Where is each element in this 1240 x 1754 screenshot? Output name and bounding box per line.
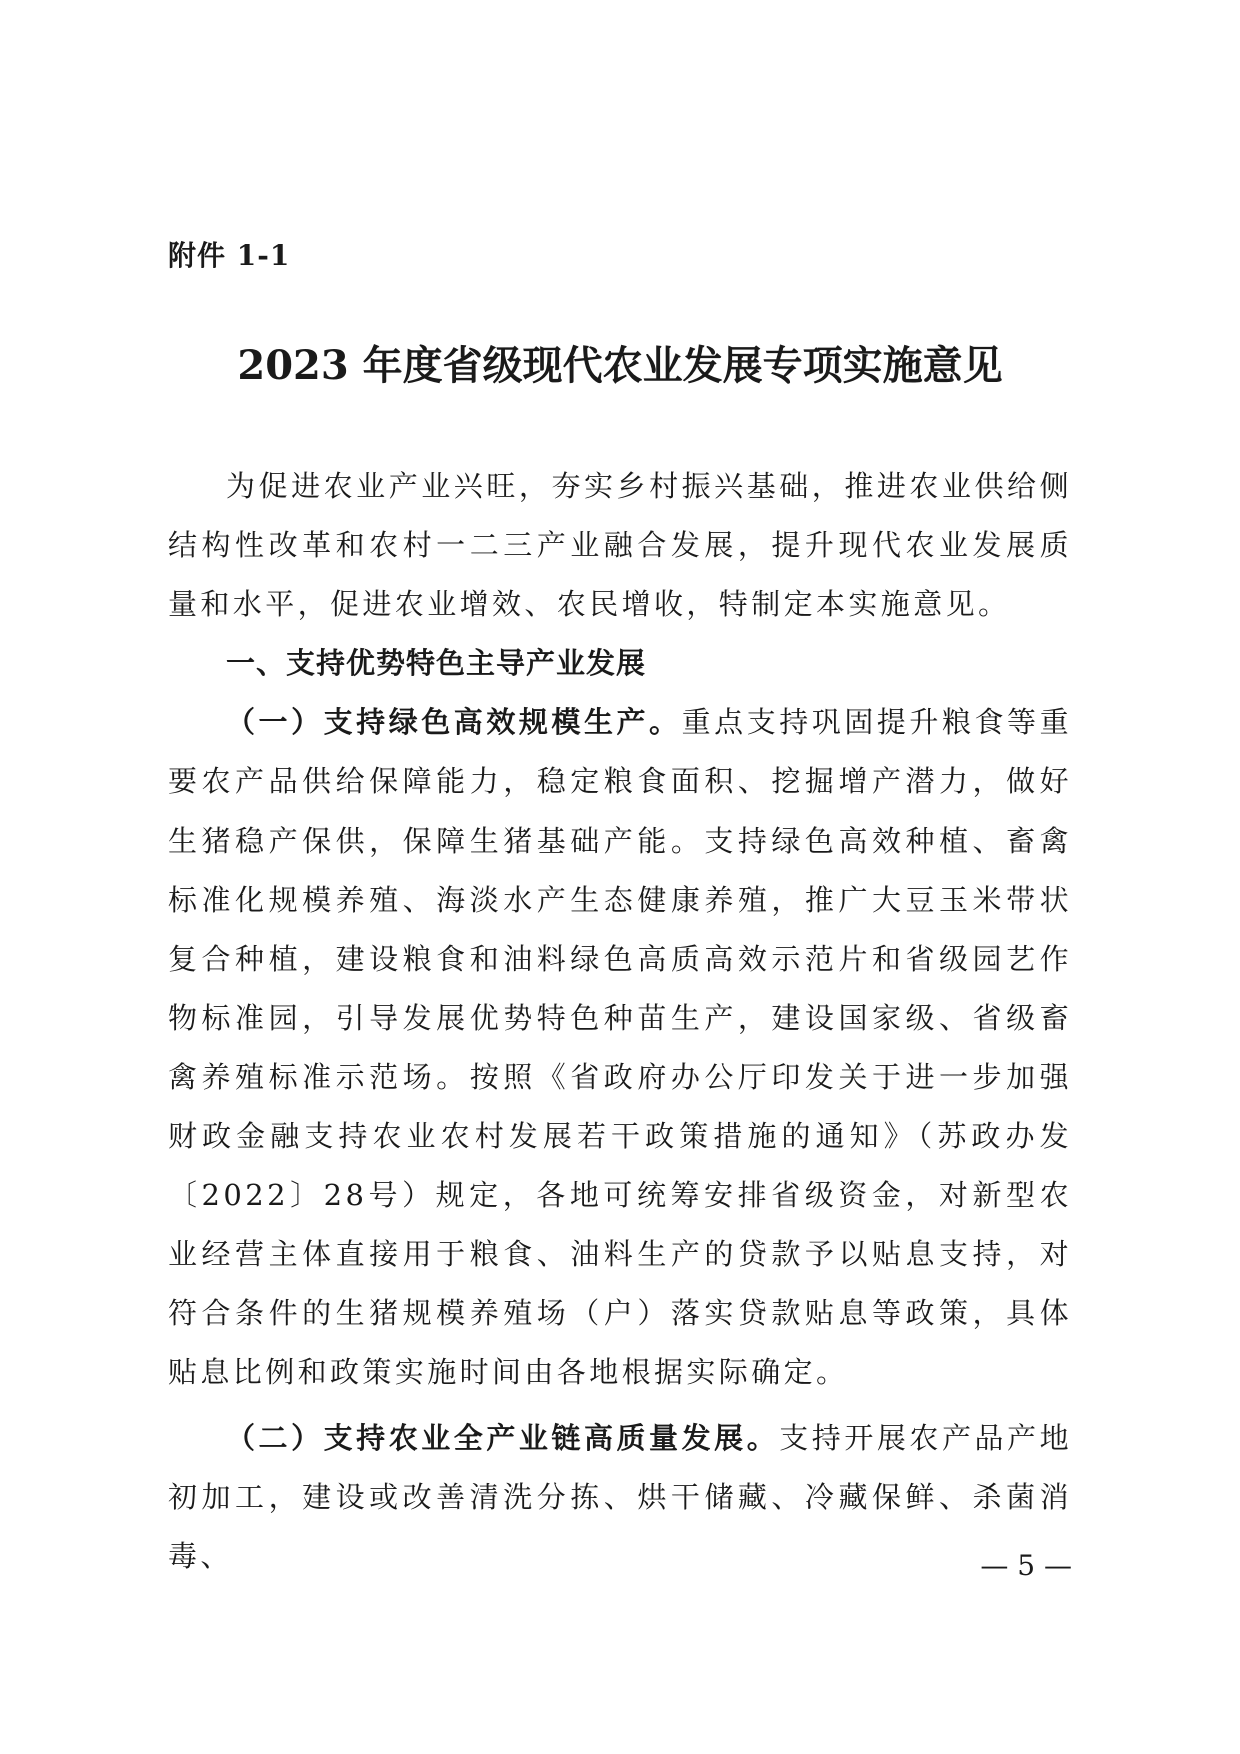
attachment-label: 附件 1-1 — [168, 239, 291, 272]
paragraph-item-1 — [168, 693, 1072, 1402]
item-2-lead: （二）支持农业全产业链高质量发展。 — [226, 1420, 780, 1455]
item-2-text: 支持开展农产品产地初加工，建设或改善清洗分拣、烘干储藏、冷藏保鲜、杀菌消毒、 — [168, 1420, 1072, 1573]
document-title: 2023 年度省级现代农业发展专项实施意见 — [237, 342, 1003, 389]
page-number: — 5 — — [980, 1549, 1072, 1582]
intro-paragraph: 为促进农业产业兴旺，夯实乡村振兴基础，推进农业供给侧结构性改革和农村一二三产业融合发展，提升现代农业发展质量和水平，促进农业增效、农民增收，特制定本实施意见。 — [168, 469, 1072, 622]
item-1-text: 重点支持巩固提升粮食等重要农产品供给保障能力，稳定粮食面积、挖掘增产潜力，做好生猪稳产保供，保障生猪基础产能。支持绿色高效种植、畜禽标准化规模养殖、海淡水产生态健康养殖，推广大豆玉米带状复合种植，建设粮食和油料绿色高质高效示范片和省级园艺作物标准园，引导发展优势特色种苗生产，建设国家级、省级畜禽养殖标准示范场。按照《省政府办公厅印发关于进一步加强财政金融支持农业农村发展若干政策措施的通知》（苏政办发〔2022〕28号）规定，各地可统筹安排省级资金，对新型农业经营主体直接用于粮食、油料生产的贷款予以贴息支持，对符合条件的生猪规模养殖场（户）落实贷款贴息等政策，具体贴息比例和政策实施时间由各地根据实际确定。 — [168, 705, 1072, 1390]
paragraph-item-2 — [168, 1409, 1072, 1586]
section-heading: 一、支持优势特色主导产业发展 — [226, 646, 647, 681]
item-1-lead: （一）支持绿色高效规模生产。 — [226, 705, 682, 740]
document-body — [168, 457, 1072, 1586]
